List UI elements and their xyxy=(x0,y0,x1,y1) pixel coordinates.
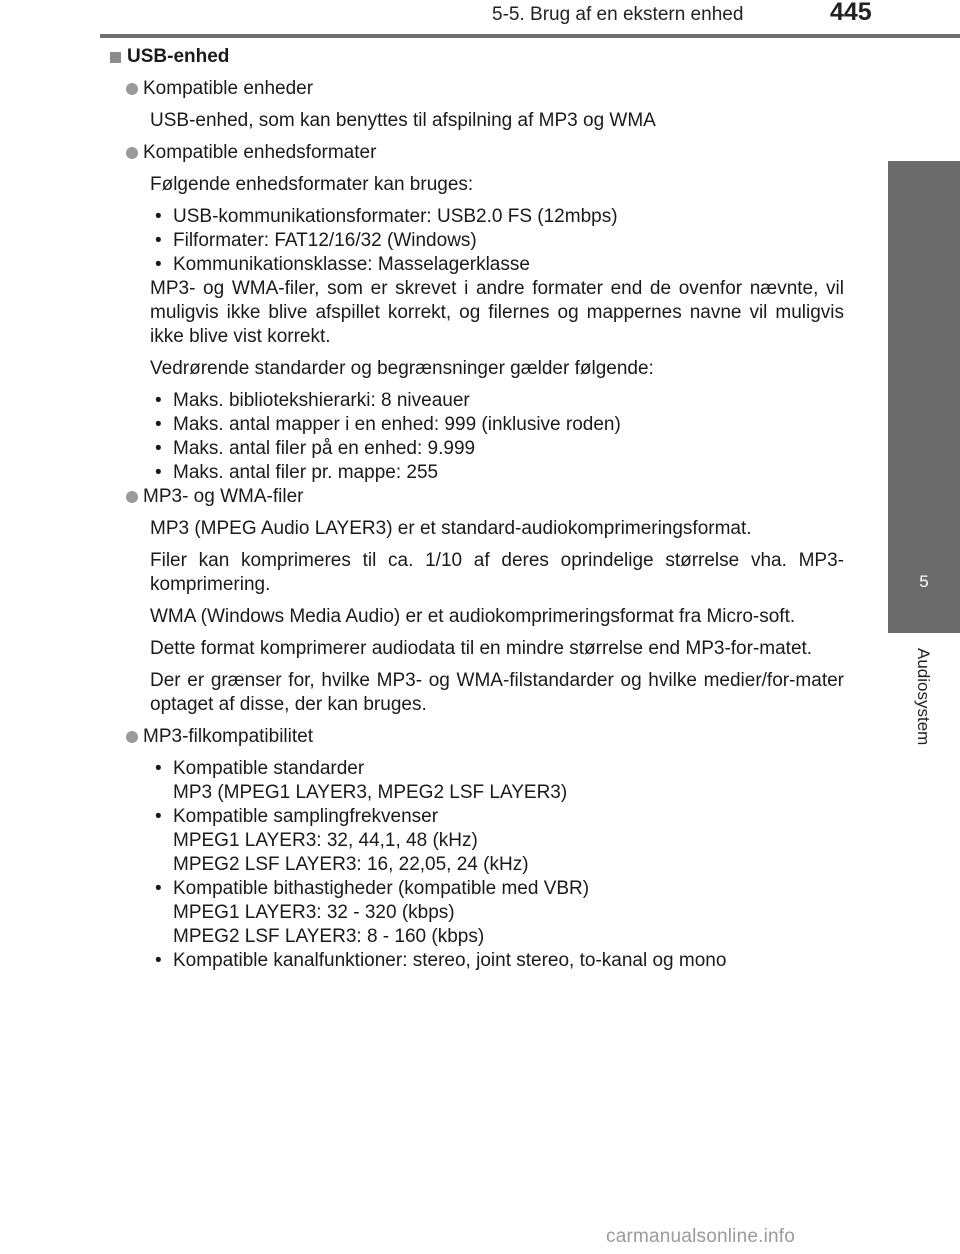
paragraph: Vedrørende standarder og begrænsninger gælder følgende: xyxy=(150,358,654,379)
chapter-tab-label: Audiosystem xyxy=(914,648,933,746)
list-item: • Kompatible samplingfrekvenser xyxy=(155,806,439,827)
round-bullet-icon xyxy=(126,83,138,95)
running-header: 5-5. Brug af en ekstern enhed xyxy=(492,4,744,25)
round-bullet-icon xyxy=(126,491,138,503)
list-subitem: MP3 (MPEG1 LAYER3, MPEG2 LSF LAYER3) xyxy=(173,782,568,803)
subheading-mp3-compatibility xyxy=(126,725,844,749)
list-item: • Filformater: FAT12/16/32 (Windows) xyxy=(155,230,477,251)
round-bullet-icon xyxy=(126,147,138,159)
main-content xyxy=(108,45,844,973)
page-number: 445 xyxy=(830,0,872,26)
subheading-device-formats xyxy=(126,141,844,165)
list-item: • USB-kommunikationsformater: USB2.0 FS (12mbps) xyxy=(155,206,618,227)
list-subitem: MPEG2 LSF LAYER3: 16, 22,05, 24 (kHz) xyxy=(173,854,529,875)
section-heading xyxy=(108,45,844,69)
paragraph: WMA (Windows Media Audio) er et audiokomprimeringsformat fra Micro-soft. xyxy=(150,606,796,627)
list-item: • Maks. bibliotekshierarki: 8 niveauer xyxy=(155,390,470,411)
list-item: • Kompatible standarder xyxy=(155,758,365,779)
list-item: • Maks. antal filer pr. mappe: 255 xyxy=(155,462,439,483)
subheading-label: Kompatible enhedsformater xyxy=(143,142,377,163)
list-item: • Kompatible bithastigheder (kompatible med VBR) xyxy=(155,878,590,899)
subheading-label: Kompatible enheder xyxy=(143,78,314,99)
chapter-tab xyxy=(888,161,960,633)
subheading-label: MP3-filkompatibilitet xyxy=(143,726,313,747)
list-subitem: MPEG2 LSF LAYER3: 8 - 160 (kbps) xyxy=(173,926,485,947)
paragraph: Følgende enhedsformater kan bruges: xyxy=(150,174,474,195)
list-subitem: MPEG1 LAYER3: 32, 44,1, 48 (kHz) xyxy=(173,830,478,851)
list-subitem: MPEG1 LAYER3: 32 - 320 (kbps) xyxy=(173,902,455,923)
paragraph: MP3- og WMA-filer, som er skrevet i andre formater end de ovenfor nævnte, vil muligvis ikke blive afspillet korrekt, og filernes og mappernes navne vil muligvis ikke blive vist korrekt. xyxy=(150,278,844,347)
subheading-compatible-devices xyxy=(126,77,844,101)
list-item: • Maks. antal mapper i en enhed: 999 (inklusive roden) xyxy=(155,414,621,435)
subheading-label: MP3- og WMA-filer xyxy=(143,486,304,507)
paragraph: MP3 (MPEG Audio LAYER3) er et standard-audiokomprimeringsformat. xyxy=(150,518,752,539)
paragraph: Der er grænser for, hvilke MP3- og WMA-filstandarder og hvilke medier/for-mater optaget af disse, der kan bruges. xyxy=(150,670,844,715)
square-bullet-icon xyxy=(110,52,121,63)
paragraph: Dette format komprimerer audiodata til en mindre størrelse end MP3-for-matet. xyxy=(150,638,813,659)
paragraph: USB-enhed, som kan benyttes til afspilning af MP3 og WMA xyxy=(150,110,656,131)
header-rule xyxy=(100,34,960,38)
list-item: • Maks. antal filer på en enhed: 9.999 xyxy=(155,438,476,459)
round-bullet-icon xyxy=(126,731,138,743)
watermark: carmanualsonline.info xyxy=(606,1226,796,1247)
paragraph: Filer kan komprimeres til ca. 1/10 af deres oprindelige størrelse vha. MP3-komprimering. xyxy=(150,550,844,595)
list-item: • Kommunikationsklasse: Masselagerklasse xyxy=(155,254,530,275)
section-title: USB-enhed xyxy=(127,46,230,67)
chapter-tab-number: 5 xyxy=(919,572,929,591)
subheading-mp3-wma-files xyxy=(126,485,844,509)
list-item: • Kompatible kanalfunktioner: stereo, joint stereo, to-kanal og mono xyxy=(155,950,727,971)
